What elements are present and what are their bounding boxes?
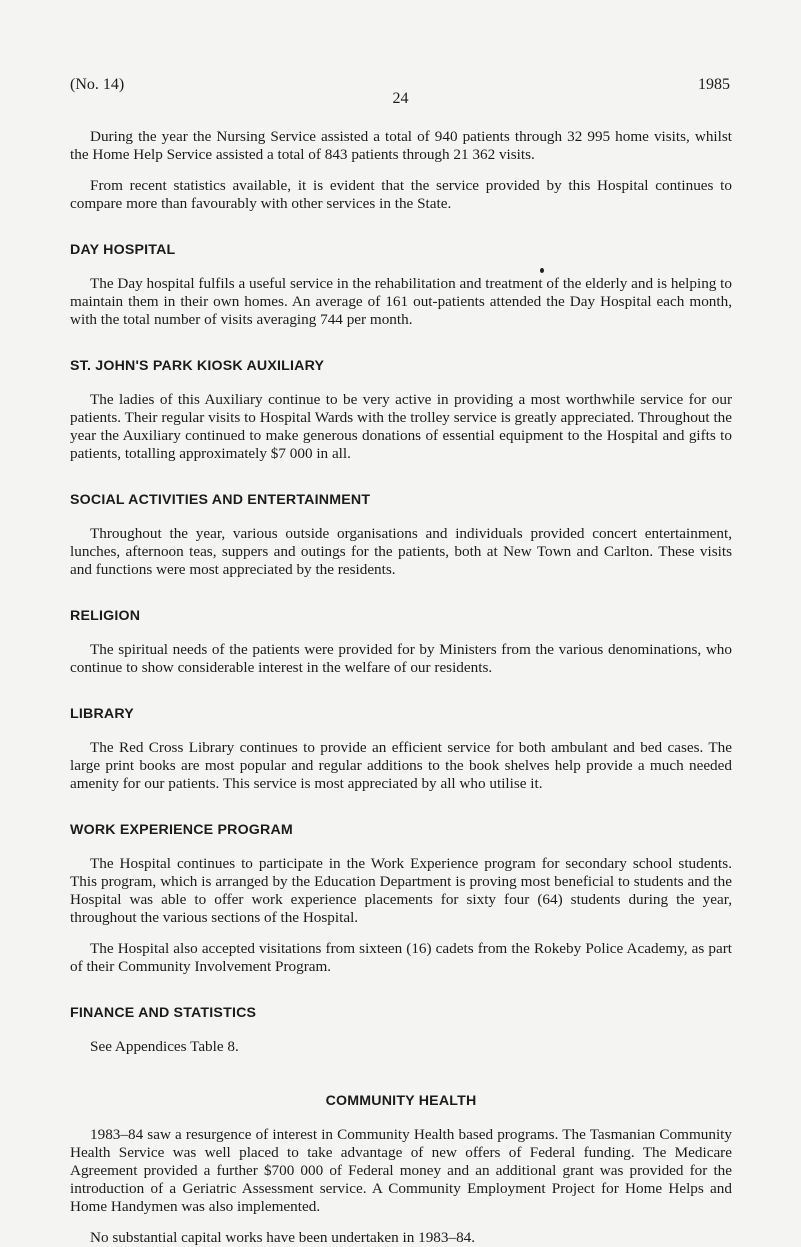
page-number: 24 bbox=[392, 90, 409, 107]
paragraph-religion: The spiritual needs of the patients were provided for by Ministers from the various denominations, who continue to show considerable interest in the welfare of our residents. bbox=[70, 641, 732, 676]
paragraph-kiosk-auxiliary: The ladies of this Auxiliary continue to be very active in providing a most worthwhile service for our patients. Their regular visits to Hospital Wards with the trolley service is greatly appreciated. Throughout the year the Auxiliary continued to make generous donations of essential equipment to the Hospital and gifts to patients, totalling approximately $7 000 in all. bbox=[70, 391, 732, 462]
paragraph-police-cadets: The Hospital also accepted visitations from sixteen (16) cadets from the Rokeby Police Academy, as part of their Community Involvement Program. bbox=[70, 940, 732, 975]
heading-social-activities: SOCIAL ACTIVITIES AND ENTERTAINMENT bbox=[70, 492, 371, 508]
intro-paragraph-statistics: From recent statistics available, it is evident that the service provided by this Hospital continues to compare more than favourably with other services in the State. bbox=[70, 177, 732, 212]
paragraph-social-activities: Throughout the year, various outside organisations and individuals provided concert entertainment, lunches, afternoon teas, suppers and outings for the patients, both at New Town and Carlton. These visits and functions were most appreciated by the residents. bbox=[70, 525, 732, 578]
heading-kiosk-auxiliary: ST. JOHN'S PARK KIOSK AUXILIARY bbox=[70, 358, 325, 374]
header-year: 1985 bbox=[698, 76, 730, 93]
paragraph-capital-works: No substantial capital works have been undertaken in 1983–84. bbox=[90, 1229, 476, 1246]
heading-finance-statistics: FINANCE AND STATISTICS bbox=[70, 1005, 257, 1021]
document-body bbox=[70, 128, 732, 1247]
heading-religion: RELIGION bbox=[70, 608, 141, 624]
intro-paragraph-nursing: During the year the Nursing Service assisted a total of 940 patients through 32 995 home visits, whilst the Home Help Service assisted a total of 843 patients through 21 362 visits. bbox=[70, 128, 732, 163]
paragraph-day-hospital: The Day hospital fulfils a useful service in the rehabilitation and treatment of the elderly and is helping to maintain them in their own homes. An average of 161 out-patients attended the Day Hospital each month, with the total number of visits averaging 744 per month. bbox=[70, 275, 732, 328]
paragraph-library: The Red Cross Library continues to provide an efficient service for both ambulant and bed cases. The large print books are most popular and regular additions to the book shelves help provide a much needed amenity for our patients. This service is most appreciated by all who utilise it. bbox=[70, 739, 732, 792]
heading-day-hospital: DAY HOSPITAL bbox=[70, 242, 176, 258]
paragraph-finance-statistics: See Appendices Table 8. bbox=[90, 1038, 239, 1055]
heading-library: LIBRARY bbox=[70, 706, 134, 722]
paragraph-community-health: 1983–84 saw a resurgence of interest in Community Health based programs. The Tasmanian Community Health Service was well placed to take advantage of new offers of Federal funding. The Medicare Agreement provided a further $700 000 of Federal money and an additional grant was provided for the introduction of a Geriatric Assessment service. A Community Employment Project for Home Helps and Home Handymen was also implemented. bbox=[70, 1126, 732, 1215]
header-issue-number: (No. 14) bbox=[70, 76, 125, 93]
ink-speck-mark bbox=[540, 268, 544, 273]
heading-work-experience: WORK EXPERIENCE PROGRAM bbox=[70, 822, 293, 838]
heading-community-health: COMMUNITY HEALTH bbox=[325, 1093, 477, 1109]
paragraph-work-experience: The Hospital continues to participate in the Work Experience program for secondary school students. This program, which is arranged by the Education Department is proving most beneficial to students and the Hospital was able to offer work experience placements for sixty four (64) students during the year, throughout the various sections of the Hospital. bbox=[70, 855, 732, 926]
